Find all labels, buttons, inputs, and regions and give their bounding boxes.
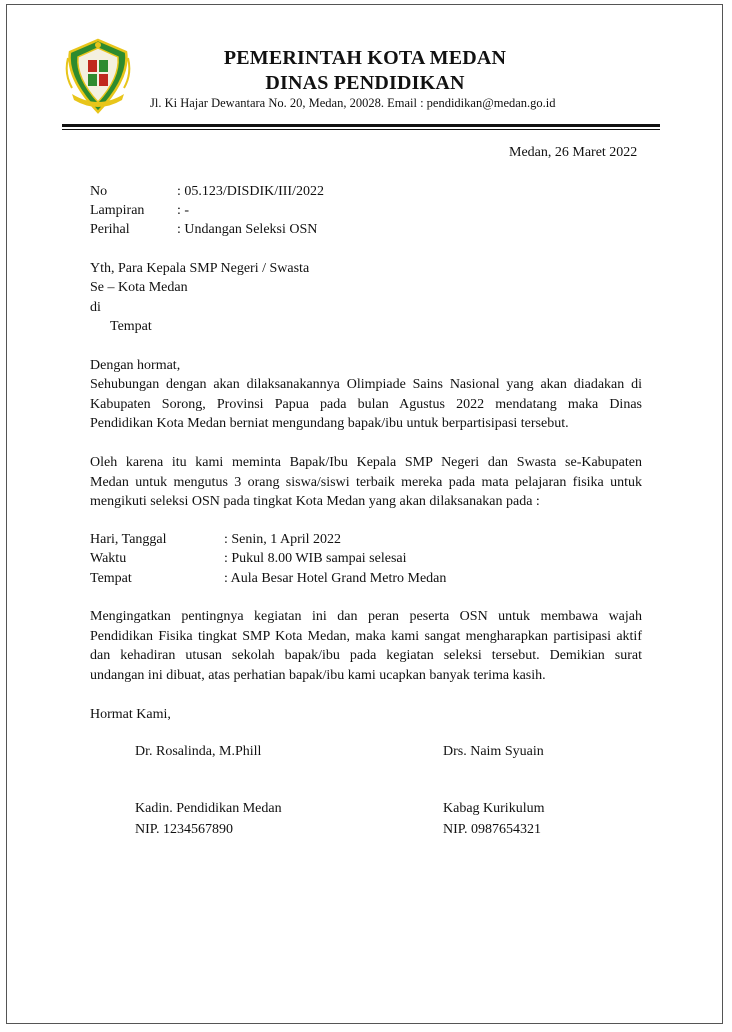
signatory-left-position: Kadin. Pendidikan Medan [135,801,282,816]
paragraph-2-line: mengikuti seleksi OSN pada tingkat Kota Medan yang akan dilaksanakan pada : [90,494,540,509]
meta-label-number: No [90,184,108,199]
signatory-right-nip: NIP. 0987654321 [443,822,542,837]
event-label-place: Tempat [90,571,132,586]
signatory-right-position: Kabag Kurikulum [443,801,545,816]
paragraph-3-line: Pendidikan Fisika tingkat SMP Kota Medan, maka kami sangat mengharapkan partisipasi aktif [90,628,642,644]
meta-value-number: : 05.123/DISDIK/III/2022 [177,184,324,199]
paragraph-1-line: Sehubungan dengan akan dilaksanakannya Olimpiade Sains Nasional yang akan diadakan di [90,377,642,392]
paragraph-1 [90,375,642,434]
greeting: Dengan hormat, [90,358,181,373]
medan-city-crest-icon [64,38,132,114]
paragraph-3 [90,607,642,685]
event-value-date: : Senin, 1 April 2022 [224,532,342,547]
closing: Hormat Kami, [90,707,171,722]
paragraph-2-line: Medan untuk mengutus 3 orang siswa/siswi terbaik mereka pada mata pelajaran fisika untuk [90,474,642,490]
signatory-left-nip: NIP. 1234567890 [135,822,234,837]
meta-label-attachment: Lampiran [90,203,145,218]
paragraph-2 [90,453,642,512]
paragraph-1-line: Kabupaten Sorong, Provinsi Papua pada bulan Agustus 2022 mendatang maka Dinas [90,396,642,412]
recipient-line1: Yth, Para Kepala SMP Negeri / Swasta [90,261,310,276]
event-value-time: : Pukul 8.00 WIB sampai selesai [224,551,407,566]
meta-value-subject: : Undangan Seleksi OSN [177,222,318,237]
header-divider-thin [62,129,660,130]
meta-value-attachment: : - [177,203,190,218]
header-divider-thick [62,124,660,127]
recipient-line2: Se – Kota Medan [90,280,188,295]
meta-label-subject: Perihal [90,222,130,237]
paragraph-2-line: Oleh karena itu kami meminta Bapak/Ibu Kepala SMP Negeri dan Swasta se-Kabupaten [90,455,642,470]
recipient-line4: Tempat [110,319,152,334]
recipient-line3: di [90,300,101,315]
paragraph-3-line: Mengingatkan pentingnya kegiatan ini dan peran peserta OSN untuk membawa wajah [90,609,642,624]
event-value-place: : Aula Besar Hotel Grand Metro Medan [224,571,447,586]
event-label-time: Waktu [90,551,127,566]
header-address: Jl. Ki Hajar Dewantara No. 20, Medan, 20028. Email : pendidikan@medan.go.id [150,96,556,110]
signatory-left-name: Dr. Rosalinda, M.Phill [135,744,262,759]
signatory-right-name: Drs. Naim Syuain [443,744,544,759]
date-line: Medan, 26 Maret 2022 [509,145,638,160]
header-title-line1: PEMERINTAH KOTA MEDAN [223,47,507,69]
paragraph-3-line: undangan ini dibuat, atas perhatian bapak/ibu kami ucapkan banyak terima kasih. [90,667,546,683]
event-label-date: Hari, Tanggal [90,532,167,547]
header-title-line2: DINAS PENDIDIKAN [265,72,465,94]
paragraph-1-line: Pendidikan Kota Medan berniat mengundang bapak/ibu untuk berpartisipasi tersebut. [90,416,569,431]
paragraph-3-line: dan kehadiran utusan sekolah bapak/ibu pada kegiatan seleksi tersebut. Demikian surat [90,648,642,663]
